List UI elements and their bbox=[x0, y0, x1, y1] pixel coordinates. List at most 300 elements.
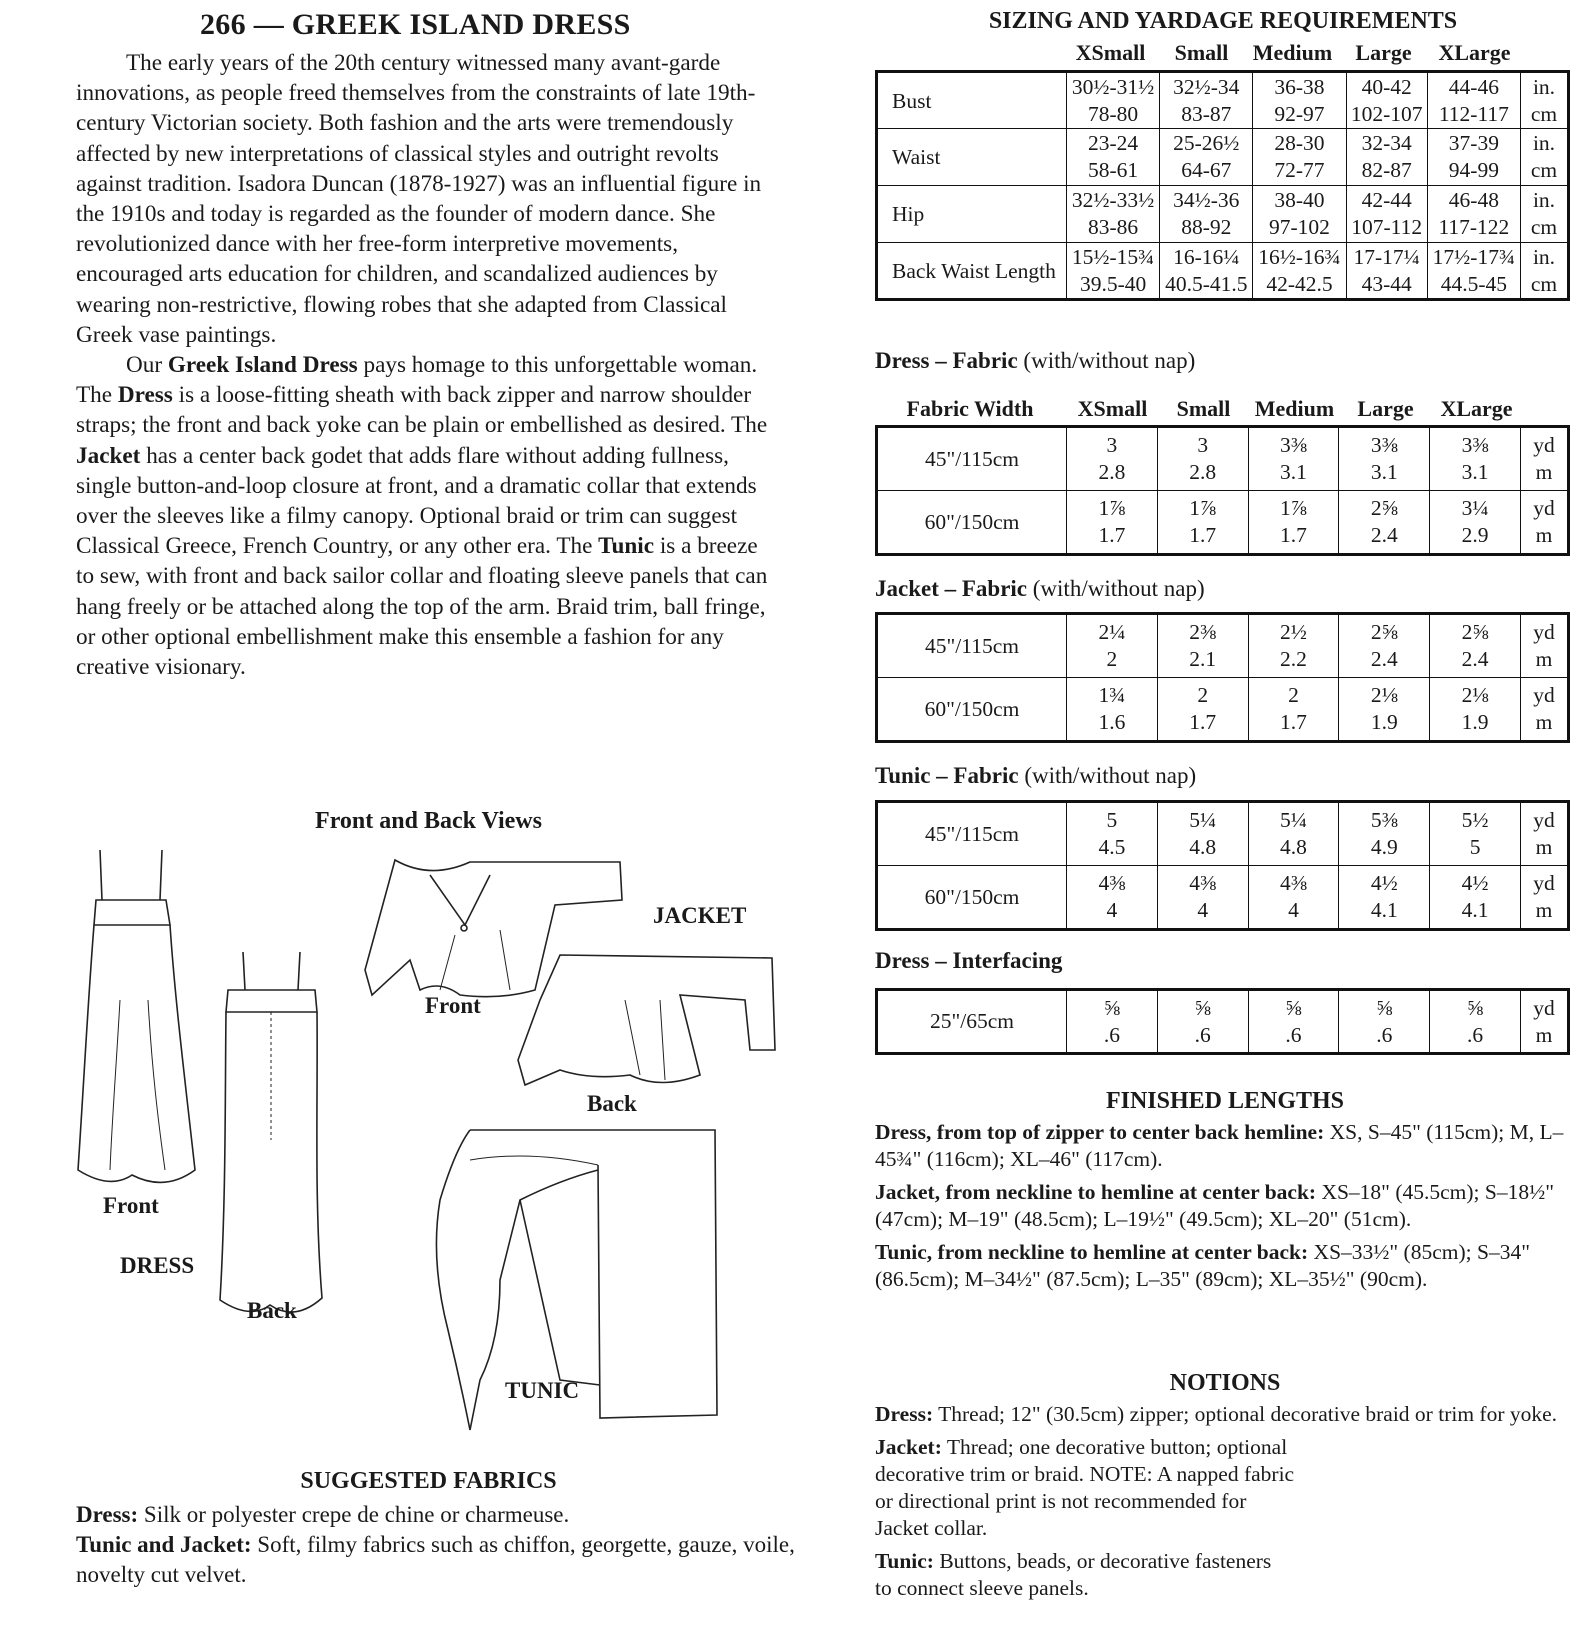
yardage-section-title bbox=[875, 948, 1062, 974]
meters-value: 1.9 bbox=[1370, 710, 1398, 734]
yardage-cell bbox=[1067, 990, 1158, 1054]
unit-cell bbox=[1521, 427, 1569, 491]
finished-heading: FINISHED LENGTHS bbox=[1105, 1088, 1345, 1114]
yards-value: 5⅜ bbox=[1370, 808, 1398, 832]
meters-value: 3.1 bbox=[1461, 460, 1489, 484]
intro-paragraph-1: The early years of the 20th century witnessed many avant-garde innovations, as people freed themselves from the constraints of late 19th-century Victorian society. Both fashion and the arts were tremendously affected by new interpretations of classical styles and outright revolts against tradition. Isadora Duncan (1878-1927) was an influential figure in the 1910s and today is regarded as the founder of modern dance. She revolutionized dance with her free-form interpretive movements, encouraged arts education for children, and scandalized audiences by wearing non-restrictive, flowing robes that she adapted from Classical Greek vase paintings. bbox=[76, 50, 762, 348]
fabric-width: 45"/115cm bbox=[877, 802, 1067, 866]
unit-cell bbox=[1521, 802, 1569, 866]
meters-value: 1.7 bbox=[1189, 710, 1217, 734]
item-label: Tunic, from neckline to hemline at center back: bbox=[875, 1240, 1309, 1264]
yards-value: ⅝ bbox=[1194, 995, 1211, 1020]
inch-value: 16-16¼ bbox=[1173, 244, 1240, 269]
measurement-cell bbox=[1346, 129, 1427, 186]
item-label: Jacket: bbox=[875, 1435, 942, 1459]
dress-front-label: Front bbox=[103, 1193, 159, 1218]
yards-value: 2 bbox=[1197, 683, 1209, 707]
text-run: is a breeze to sew, with front and back sailor collar and floating sleeve panels that can hang freely or be attached along the top of the arm. Braid trim, ball fringe, or other optional embellishment make this ensemble a fashion for any creative visionary. bbox=[76, 533, 768, 681]
yardage-cell bbox=[1067, 678, 1158, 742]
size-header: Medium bbox=[1254, 396, 1335, 421]
meters-value: 1.6 bbox=[1098, 710, 1126, 734]
measurement-cell bbox=[1346, 243, 1427, 300]
bold-term: Dress bbox=[117, 382, 173, 409]
item-label: Dress, from top of zipper to center back hemline: bbox=[875, 1120, 1325, 1144]
inch-value: 17-17¼ bbox=[1353, 244, 1420, 269]
meters-value: 4 bbox=[1106, 898, 1118, 922]
measurement-cell bbox=[1427, 129, 1520, 186]
yardage-table bbox=[875, 425, 1570, 556]
unit-cell bbox=[1521, 614, 1569, 678]
unit-in: in. bbox=[1532, 131, 1556, 155]
yards-value: 2⅛ bbox=[1461, 683, 1489, 707]
dress-label: DRESS bbox=[120, 1253, 195, 1278]
yards-value: 2⅜ bbox=[1189, 620, 1217, 644]
size-header: Large bbox=[1355, 40, 1412, 65]
yards-value: 2⅛ bbox=[1370, 683, 1398, 707]
yards-value: 4½ bbox=[1370, 871, 1398, 895]
size-header: Large bbox=[1357, 396, 1414, 421]
yardage-table bbox=[875, 612, 1570, 743]
cm-value: 117-122 bbox=[1438, 215, 1510, 239]
unit-cell bbox=[1521, 129, 1569, 186]
inch-value: 34½-36 bbox=[1173, 188, 1240, 212]
size-header: Medium bbox=[1252, 40, 1333, 65]
unit-cm: cm bbox=[1530, 158, 1558, 182]
meters-value: .6 bbox=[1194, 1022, 1211, 1047]
yards-value: 3 bbox=[1106, 433, 1118, 457]
yards-value: 1⅞ bbox=[1189, 496, 1217, 520]
yardage-cell bbox=[1339, 614, 1430, 678]
unit-cell bbox=[1521, 491, 1569, 555]
yards-value: ⅝ bbox=[1376, 995, 1393, 1020]
yards-value: 2⅝ bbox=[1370, 496, 1398, 520]
meters-value: 4.1 bbox=[1461, 898, 1489, 922]
measurement-cell bbox=[1253, 72, 1346, 129]
notions-item bbox=[875, 1548, 1275, 1602]
yards-value: ⅝ bbox=[1285, 995, 1302, 1020]
inch-value: 15½-15¾ bbox=[1071, 244, 1155, 269]
yards-value: 5¼ bbox=[1189, 808, 1217, 832]
yards-value: 2½ bbox=[1280, 620, 1307, 644]
bold-term: Tunic bbox=[598, 533, 655, 560]
bold-term: Greek Island Dress bbox=[167, 352, 358, 379]
yardage-row bbox=[877, 491, 1569, 555]
unit-yd: yd bbox=[1533, 620, 1555, 644]
yardage-cell bbox=[1157, 614, 1248, 678]
measurement-cell bbox=[1067, 129, 1160, 186]
unit-m: m bbox=[1535, 710, 1553, 734]
cm-value: 107-112 bbox=[1351, 215, 1423, 239]
yardage-table bbox=[875, 800, 1570, 931]
yardage-cell bbox=[1067, 866, 1158, 930]
yardage-section-title bbox=[875, 763, 1196, 789]
yards-value: 5¼ bbox=[1280, 808, 1307, 832]
yardage-section-title bbox=[875, 576, 1205, 602]
yards-value: 3⅜ bbox=[1370, 433, 1398, 457]
yards-value: 2 bbox=[1288, 683, 1299, 707]
jacket-front-drawing bbox=[365, 860, 622, 997]
sizing-row bbox=[877, 243, 1569, 300]
yardage-cell bbox=[1339, 990, 1430, 1054]
unit-m: m bbox=[1535, 1022, 1553, 1047]
meters-value: 1.7 bbox=[1280, 710, 1307, 734]
yardage-row bbox=[877, 866, 1569, 930]
unit-cm: cm bbox=[1530, 215, 1558, 239]
yardage-cell bbox=[1248, 990, 1339, 1054]
unit-in: in. bbox=[1532, 244, 1556, 269]
meters-value: 2.8 bbox=[1098, 460, 1126, 484]
cm-value: 40.5-41.5 bbox=[1165, 271, 1248, 296]
size-header: XSmall bbox=[1077, 396, 1148, 421]
size-header: Small bbox=[1176, 396, 1231, 421]
inch-value: 42-44 bbox=[1361, 188, 1412, 212]
dress-fabric-label: Dress: bbox=[76, 1502, 139, 1527]
unit-yd: yd bbox=[1533, 496, 1555, 520]
meters-value: .6 bbox=[1285, 1022, 1302, 1047]
meters-value: 4.5 bbox=[1098, 835, 1126, 859]
unit-yd: yd bbox=[1533, 433, 1555, 457]
jacket-label: JACKET bbox=[653, 903, 747, 928]
sizing-row bbox=[877, 129, 1569, 186]
inch-value: 44-46 bbox=[1448, 74, 1499, 99]
finished-lengths bbox=[875, 1088, 1575, 1299]
measurement-cell bbox=[1067, 72, 1160, 129]
meters-value: 2.4 bbox=[1370, 523, 1398, 547]
yardage-cell bbox=[1248, 491, 1339, 555]
meters-value: 2.9 bbox=[1461, 523, 1489, 547]
yardage-cell bbox=[1430, 678, 1521, 742]
yardage-cell bbox=[1430, 427, 1521, 491]
yardage-cell bbox=[1157, 491, 1248, 555]
meters-value: 4.8 bbox=[1280, 835, 1307, 859]
dress-back-label: Back bbox=[247, 1298, 297, 1323]
yards-value: 1⅞ bbox=[1280, 496, 1307, 520]
sizing-table bbox=[875, 70, 1570, 301]
measurement-cell bbox=[1253, 243, 1346, 300]
cm-value: 92-97 bbox=[1274, 101, 1325, 126]
measurement-cell bbox=[1346, 72, 1427, 129]
yardage-cell bbox=[1430, 614, 1521, 678]
unit-m: m bbox=[1535, 835, 1553, 859]
fabric-width: 45"/115cm bbox=[877, 614, 1067, 678]
yardage-cell bbox=[1430, 990, 1521, 1054]
unit-m: m bbox=[1535, 898, 1553, 922]
cm-value: 83-86 bbox=[1088, 215, 1139, 239]
unit-cm: cm bbox=[1530, 101, 1558, 126]
measurement-label: Waist bbox=[877, 129, 1067, 186]
yardage-cell bbox=[1248, 866, 1339, 930]
dress-front-drawing bbox=[78, 850, 195, 1182]
unit-m: m bbox=[1535, 647, 1553, 671]
inch-value: 37-39 bbox=[1448, 131, 1499, 155]
views-heading: Front and Back Views bbox=[315, 808, 542, 834]
yards-value: 5 bbox=[1106, 808, 1118, 832]
yardage-cell bbox=[1157, 678, 1248, 742]
cm-value: 94-99 bbox=[1448, 158, 1499, 182]
item-label: Jacket, from neckline to hemline at center back: bbox=[875, 1180, 1317, 1204]
measurement-label: Bust bbox=[877, 72, 1067, 129]
unit-yd: yd bbox=[1533, 808, 1555, 832]
unit-cm: cm bbox=[1530, 271, 1558, 296]
suggested-fabrics-heading: SUGGESTED FABRICS bbox=[300, 1468, 557, 1494]
unit-cell bbox=[1521, 678, 1569, 742]
unit-cell bbox=[1521, 186, 1569, 243]
measurement-label: Hip bbox=[877, 186, 1067, 243]
cm-value: 112-117 bbox=[1438, 101, 1509, 126]
meters-value: 3.1 bbox=[1370, 460, 1398, 484]
cm-value: 44.5-45 bbox=[1440, 271, 1508, 296]
measurement-cell bbox=[1427, 243, 1520, 300]
measurement-cell bbox=[1427, 72, 1520, 129]
finished-item bbox=[875, 1179, 1575, 1233]
text-run: has a center back godet that adds flare without adding fullness, single button-and-loop closure at front, and a dramatic collar that extends over the sleeves like a filmy canopy. Optional braid or trim can suggest Classical Greece, French Country, or any other era. The bbox=[76, 442, 757, 560]
yardage-row bbox=[877, 614, 1569, 678]
section-title: Jacket – Fabric bbox=[875, 576, 1028, 601]
measurement-cell bbox=[1253, 186, 1346, 243]
cm-value: 88-92 bbox=[1181, 215, 1232, 239]
yards-value: 4⅜ bbox=[1280, 871, 1307, 895]
measurement-cell bbox=[1160, 129, 1253, 186]
measurement-cell bbox=[1346, 186, 1427, 243]
suggested-fabrics-text bbox=[76, 1500, 796, 1590]
item-text: Buttons, beads, or decorative fasteners to connect sleeve panels. bbox=[875, 1549, 1272, 1600]
yardage-row bbox=[877, 802, 1569, 866]
fabric-width: 45"/115cm bbox=[877, 427, 1067, 491]
cm-value: 43-44 bbox=[1361, 271, 1412, 296]
inch-value: 38-40 bbox=[1274, 188, 1325, 212]
yardage-row bbox=[877, 678, 1569, 742]
cm-value: 64-67 bbox=[1181, 158, 1232, 182]
inch-value: 32-34 bbox=[1361, 131, 1412, 155]
unit-yd: yd bbox=[1533, 871, 1555, 895]
unit-yd: yd bbox=[1533, 683, 1555, 707]
yardage-cell bbox=[1339, 866, 1430, 930]
finished-item bbox=[875, 1239, 1575, 1293]
size-header: XSmall bbox=[1075, 40, 1146, 65]
yardage-cell bbox=[1339, 427, 1430, 491]
inch-value: 40-42 bbox=[1361, 74, 1412, 99]
meters-value: 4 bbox=[1288, 898, 1299, 922]
fabric-width: 60"/150cm bbox=[877, 678, 1067, 742]
unit-yd: yd bbox=[1533, 995, 1555, 1020]
meters-value: 4.1 bbox=[1370, 898, 1398, 922]
text-run: is a loose-fitting sheath with back zipper and narrow shoulder straps; the front and back yoke can be plain or embellished as desired. The bbox=[76, 382, 768, 439]
inch-value: 32½-34 bbox=[1173, 74, 1240, 99]
tunic-jacket-fabric-text: Soft, filmy fabrics such as chiffon, georgette, gauze, voile, novelty cut velvet. bbox=[76, 1532, 795, 1587]
unit-in: in. bbox=[1532, 74, 1556, 99]
meters-value: 5 bbox=[1469, 835, 1481, 859]
yards-value: 3⅜ bbox=[1280, 433, 1307, 457]
unit-m: m bbox=[1535, 523, 1553, 547]
item-text: Thread; one decorative button; optional decorative trim or braid. NOTE: A napped fabric or directional print is not recommended for Jacket collar. bbox=[875, 1435, 1295, 1540]
yardage-row bbox=[877, 990, 1569, 1054]
unit-m: m bbox=[1535, 460, 1553, 484]
unit-cell bbox=[1521, 866, 1569, 930]
tunic-label: TUNIC bbox=[505, 1378, 580, 1403]
meters-value: 2.4 bbox=[1461, 647, 1489, 671]
inch-value: 30½-31½ bbox=[1071, 74, 1155, 99]
section-note: (with/without nap) bbox=[1018, 763, 1197, 788]
yards-value: 5½ bbox=[1461, 808, 1489, 832]
size-header: Small bbox=[1174, 40, 1229, 65]
yardage-cell bbox=[1339, 802, 1430, 866]
sizing-heading: SIZING AND YARDAGE REQUIREMENTS bbox=[988, 8, 1458, 34]
yards-value: 4⅜ bbox=[1189, 871, 1217, 895]
unit-cell bbox=[1521, 72, 1569, 129]
yards-value: 2⅝ bbox=[1461, 620, 1489, 644]
meters-value: 1.7 bbox=[1280, 523, 1307, 547]
text-run: pays homage to this unforgettable woman. The bbox=[76, 352, 758, 409]
yardage-cell bbox=[1430, 491, 1521, 555]
yards-value: 3¼ bbox=[1461, 496, 1489, 520]
meters-value: 4 bbox=[1197, 898, 1209, 922]
cm-value: 102-107 bbox=[1350, 101, 1423, 126]
yardage-cell bbox=[1157, 990, 1248, 1054]
meters-value: 2.8 bbox=[1189, 460, 1217, 484]
yardage-cell bbox=[1248, 678, 1339, 742]
yardage-table bbox=[875, 988, 1570, 1055]
yardage-cell bbox=[1157, 802, 1248, 866]
garment-illustrations bbox=[0, 0, 800, 1460]
meters-value: .6 bbox=[1103, 1022, 1120, 1047]
measurement-cell bbox=[1160, 243, 1253, 300]
yardage-cell bbox=[1067, 491, 1158, 555]
inch-value: 17½-17¾ bbox=[1432, 244, 1516, 269]
fabric-width: 25"/65cm bbox=[877, 990, 1067, 1054]
yardage-cell bbox=[1248, 802, 1339, 866]
yardage-cell bbox=[1430, 802, 1521, 866]
yardage-cell bbox=[1248, 427, 1339, 491]
yardage-cell bbox=[1430, 866, 1521, 930]
inch-value: 16½-16¾ bbox=[1258, 244, 1341, 269]
cm-value: 82-87 bbox=[1361, 158, 1412, 182]
yards-value: 4½ bbox=[1461, 871, 1489, 895]
fabric-width: 60"/150cm bbox=[877, 866, 1067, 930]
item-text: XS, S–45" (115cm); M, L–45¾" (116cm); XL–46" (117cm). bbox=[875, 1120, 1564, 1171]
yardage-cell bbox=[1067, 614, 1158, 678]
cm-value: 97-102 bbox=[1269, 215, 1330, 239]
meters-value: 1.9 bbox=[1461, 710, 1489, 734]
measurement-cell bbox=[1067, 186, 1160, 243]
inch-value: 23-24 bbox=[1088, 131, 1139, 155]
notions-heading: NOTIONS bbox=[1169, 1370, 1281, 1396]
cm-value: 78-80 bbox=[1088, 101, 1139, 126]
jacket-back-drawing bbox=[518, 955, 775, 1085]
size-header: XLarge bbox=[1438, 40, 1511, 65]
inch-value: 32½-33½ bbox=[1071, 188, 1155, 212]
fabric-width: 60"/150cm bbox=[877, 491, 1067, 555]
meters-value: 2.1 bbox=[1189, 647, 1217, 671]
yards-value: ⅝ bbox=[1467, 995, 1484, 1020]
meters-value: 4.9 bbox=[1370, 835, 1398, 859]
inch-value: 36-38 bbox=[1274, 74, 1325, 99]
yardage-cell bbox=[1157, 866, 1248, 930]
sizing-row bbox=[877, 72, 1569, 129]
measurement-cell bbox=[1253, 129, 1346, 186]
cm-value: 58-61 bbox=[1088, 158, 1139, 182]
meters-value: 3.1 bbox=[1280, 460, 1307, 484]
tunic-jacket-fabric-label: Tunic and Jacket: bbox=[76, 1532, 252, 1557]
yards-value: 1⅞ bbox=[1098, 496, 1126, 520]
dress-fabric-text: Silk or polyester crepe de chine or charmeuse. bbox=[138, 1502, 570, 1527]
meters-value: .6 bbox=[1376, 1022, 1393, 1047]
cm-value: 72-77 bbox=[1274, 158, 1325, 182]
yards-value: 4⅜ bbox=[1098, 871, 1126, 895]
measurement-cell bbox=[1160, 186, 1253, 243]
unit-cell bbox=[1521, 990, 1569, 1054]
item-label: Tunic: bbox=[875, 1549, 934, 1573]
item-text: XS–33½" (85cm); S–34" (86.5cm); M–34½" (87.5cm); L–35" (89cm); XL–35½" (90cm). bbox=[875, 1240, 1530, 1291]
notions bbox=[875, 1370, 1575, 1608]
inch-value: 46-48 bbox=[1448, 188, 1499, 212]
meters-value: 2.2 bbox=[1280, 647, 1307, 671]
yardage-cell bbox=[1067, 802, 1158, 866]
measurement-cell bbox=[1160, 72, 1253, 129]
yardage-cell bbox=[1067, 427, 1158, 491]
item-text: Thread; 12" (30.5cm) zipper; optional decorative braid or trim for yoke. bbox=[933, 1402, 1558, 1426]
measurement-label: Back Waist Length bbox=[877, 243, 1067, 300]
jacket-back-label: Back bbox=[587, 1091, 637, 1116]
meters-value: .6 bbox=[1467, 1022, 1484, 1047]
cm-value: 83-87 bbox=[1181, 101, 1232, 126]
fabric-width-header: Fabric Width bbox=[906, 396, 1034, 421]
section-title: Tunic – Fabric bbox=[875, 763, 1019, 788]
section-title: Dress – Fabric bbox=[875, 348, 1018, 373]
unit-cell bbox=[1521, 243, 1569, 300]
inch-value: 28-30 bbox=[1274, 131, 1325, 155]
meters-value: 4.8 bbox=[1189, 835, 1217, 859]
yards-value: 3 bbox=[1197, 433, 1209, 457]
yardage-cell bbox=[1339, 491, 1430, 555]
yards-value: 2⅝ bbox=[1370, 620, 1398, 644]
yardage-cell bbox=[1339, 678, 1430, 742]
yards-value: ⅝ bbox=[1103, 995, 1120, 1020]
sizing-row bbox=[877, 186, 1569, 243]
text-run: Our bbox=[126, 352, 168, 379]
cm-value: 42-42.5 bbox=[1266, 271, 1333, 296]
meters-value: 1.7 bbox=[1098, 523, 1126, 547]
dress-back-drawing bbox=[220, 952, 322, 1312]
meters-value: 2 bbox=[1106, 647, 1118, 671]
item-label: Dress: bbox=[875, 1402, 934, 1426]
cm-value: 39.5-40 bbox=[1079, 271, 1147, 296]
yards-value: 3⅜ bbox=[1461, 433, 1489, 457]
fabric-column-headers bbox=[875, 396, 1575, 426]
item-text: XS–18" (45.5cm); S–18½" (47cm); M–19" (48.5cm); L–19½" (49.5cm); XL–20" (51cm). bbox=[875, 1180, 1555, 1231]
section-note: (with/without nap) bbox=[1027, 576, 1205, 601]
measurement-cell bbox=[1067, 243, 1160, 300]
bold-term: Jacket bbox=[76, 442, 141, 469]
finished-item bbox=[875, 1119, 1575, 1173]
yards-value: 1¾ bbox=[1098, 683, 1126, 707]
yardage-section-title bbox=[875, 348, 1195, 374]
section-title: Dress – Interfacing bbox=[875, 948, 1063, 973]
size-header: XLarge bbox=[1440, 396, 1513, 421]
section-note: (with/without nap) bbox=[1017, 348, 1196, 373]
unit-in: in. bbox=[1532, 188, 1556, 212]
size-column-headers bbox=[873, 40, 1573, 70]
meters-value: 1.7 bbox=[1189, 523, 1217, 547]
notions-item bbox=[875, 1401, 1575, 1428]
yards-value: 2¼ bbox=[1098, 620, 1126, 644]
yardage-row bbox=[877, 427, 1569, 491]
jacket-front-label: Front bbox=[425, 993, 481, 1018]
notions-item bbox=[875, 1434, 1295, 1542]
yardage-cell bbox=[1248, 614, 1339, 678]
page-title: 266 — GREEK ISLAND DRESS bbox=[200, 8, 631, 41]
yardage-cell bbox=[1157, 427, 1248, 491]
meters-value: 2.4 bbox=[1370, 647, 1398, 671]
